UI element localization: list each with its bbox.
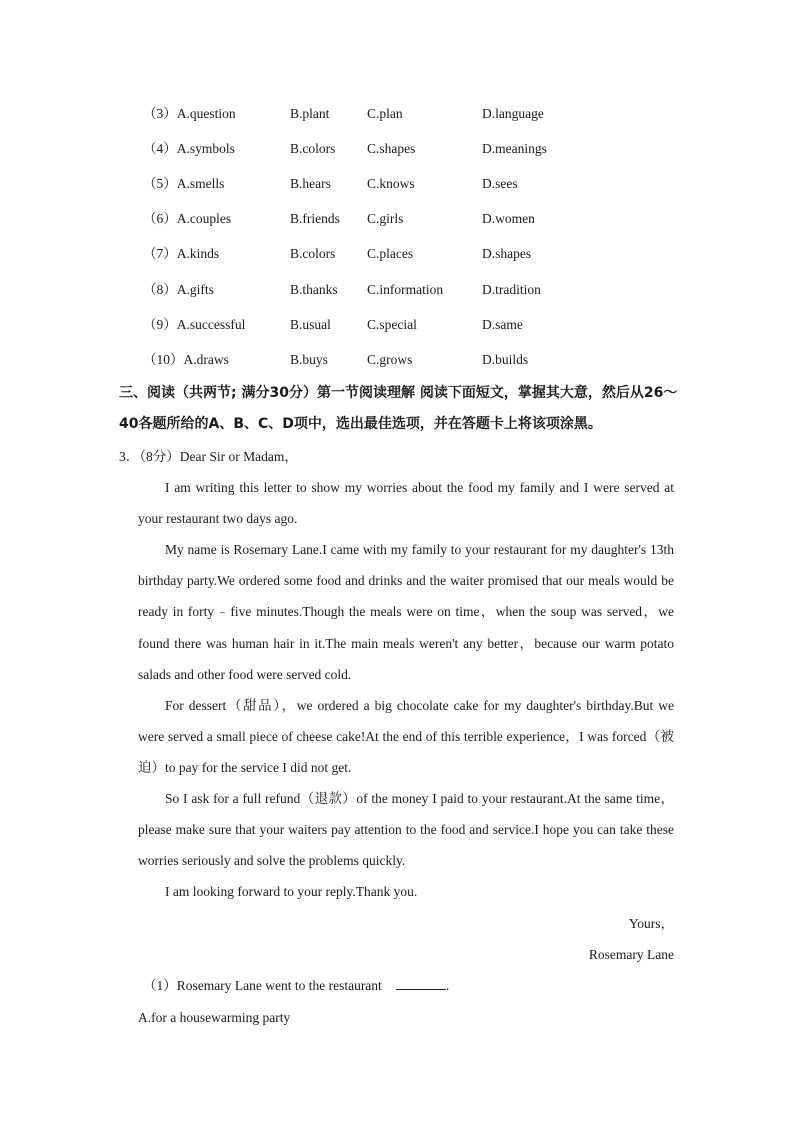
option-d: D.language [482, 106, 544, 121]
option-b: B.plant [290, 106, 330, 121]
option-row [0, 209, 794, 229]
sub-question-stem: （1）Rosemary Lane went to the restaurant [143, 978, 382, 993]
option-row [0, 280, 794, 300]
option-a: （10）A.draws [143, 352, 229, 367]
sub-question-end: . [445, 978, 450, 993]
option-d: D.women [482, 211, 535, 226]
option-d: D.shapes [482, 246, 532, 261]
letter-signature: Rosemary Lane [588, 947, 674, 962]
option-row [0, 104, 794, 124]
section-heading: 三、阅读（共两节; 满分30分）第一节阅读理解 阅读下面短文，掌握其大意，然后从26～40各题所给的A、B、C、D项中，选出最佳选项，并在答题卡上将该项涂黑。 [119, 385, 678, 432]
option-row [0, 174, 794, 194]
option-c: C.plan [367, 106, 403, 121]
option-c: C.shapes [367, 141, 416, 156]
option-b: B.thanks [290, 282, 338, 297]
option-c: C.places [367, 246, 414, 261]
option-b: B.usual [290, 317, 331, 332]
option-b: B.buys [290, 352, 328, 367]
option-a: （7）A.kinds [143, 246, 220, 261]
option-row [0, 315, 794, 335]
option-c: C.girls [367, 211, 404, 226]
option-b: B.colors [290, 246, 336, 261]
letter-closing: Yours， [628, 916, 674, 931]
option-d: D.meanings [482, 141, 547, 156]
letter-paragraph-3: For dessert（甜品），we ordered a big chocolate cake for my daughter's birthday.But we were served a small piece of cheese cake!At the end of this terrible experience，I was forced（被迫）to pay for the service I did not get. [138, 698, 674, 776]
option-a: （8）A.gifts [143, 282, 214, 297]
option-a: （3）A.question [143, 106, 236, 121]
option-b: B.friends [290, 211, 340, 226]
option-b: B.colors [290, 141, 336, 156]
option-a: （6）A.couples [143, 211, 232, 226]
option-a: （4）A.symbols [143, 141, 235, 156]
letter-paragraph-5: I am looking forward to your reply.Thank you. [165, 884, 418, 899]
option-d: D.tradition [482, 282, 541, 297]
sub-question-1 [0, 976, 794, 996]
option-row [0, 244, 794, 264]
option-b: B.hears [290, 176, 331, 191]
option-c: C.special [367, 317, 417, 332]
letter-paragraph-2: My name is Rosemary Lane.I came with my family to your restaurant for my daughter's 13th birthday party.We ordered some food and drinks and the waiter promised that our meals would be ready in forty﹣five minutes.Though the meals were on time，when the soup was served，we found there was human hair in it.The main meals weren't any better，because our warm potato salads and other food were served cold. [138, 542, 674, 682]
option-c: C.knows [367, 176, 415, 191]
question-3-intro: 3．（8分）Dear Sir or Madam， [119, 449, 298, 464]
letter-paragraph-4: So I ask for a full refund（退款）of the money I paid to your restaurant.At the same time，please make sure that your waiters pay attention to the food and service.I hope you can take these worries seriously and solve the problems quickly. [138, 791, 674, 869]
option-d: D.same [482, 317, 523, 332]
option-a: （5）A.smells [143, 176, 225, 191]
option-c: C.information [367, 282, 444, 297]
letter-paragraph-1: I am writing this letter to show my worries about the food my family and I were served at your restaurant two days ago. [138, 480, 674, 527]
option-row [0, 350, 794, 370]
option-c: C.grows [367, 352, 413, 367]
option-d: D.sees [482, 176, 518, 191]
answer-blank [396, 977, 446, 990]
option-a: （9）A.successful [143, 317, 246, 332]
answer-option-row [0, 1008, 794, 1028]
answer-option-a: A.for a housewarming party [138, 1010, 291, 1025]
option-d: D.builds [482, 352, 529, 367]
option-row [0, 139, 794, 159]
